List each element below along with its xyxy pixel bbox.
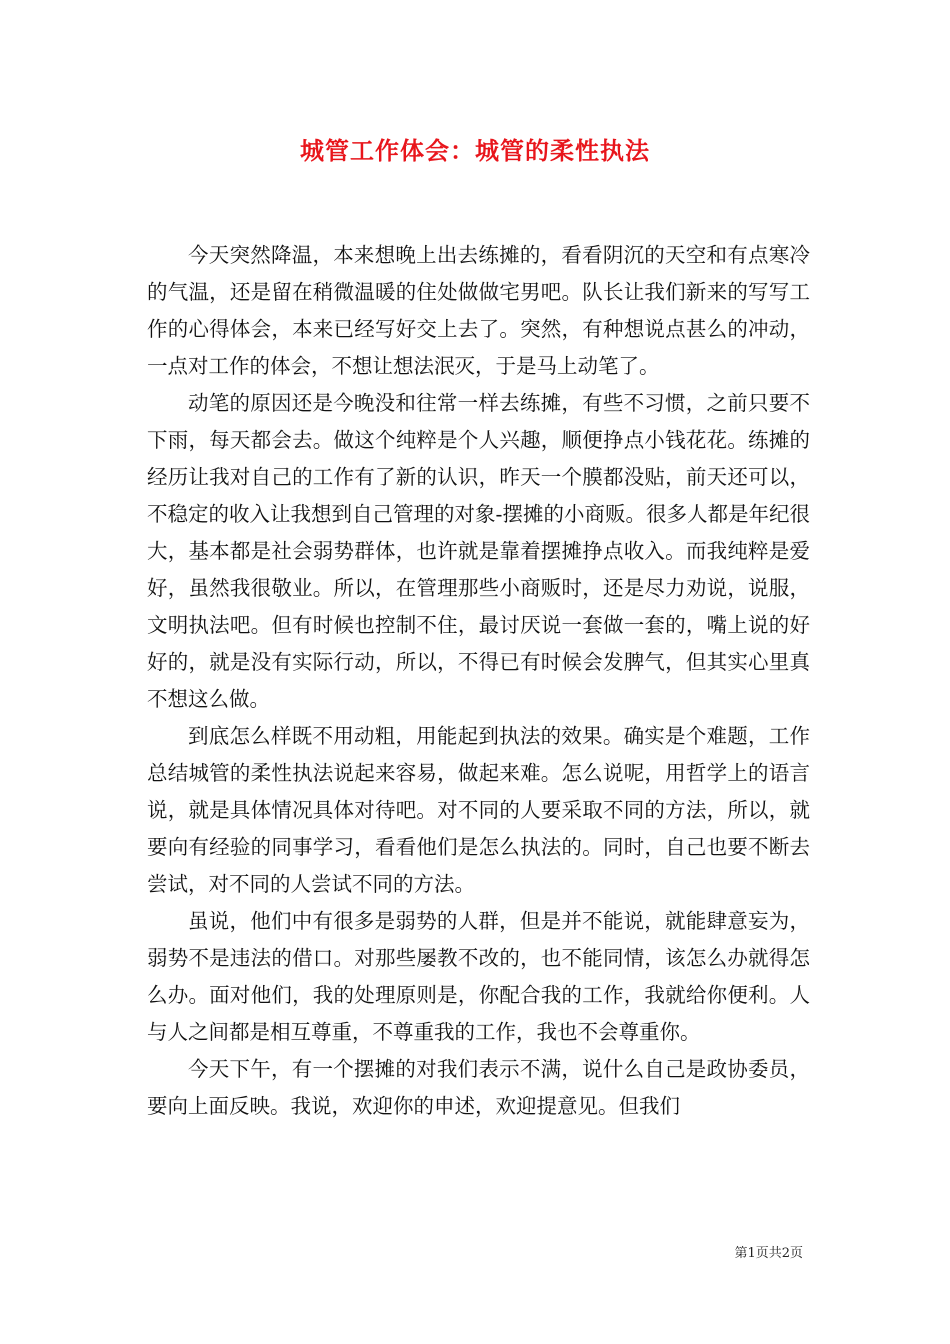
paragraph-1: 今天突然降温，本来想晚上出去练摊的，看看阴沉的天空和有点寒冷的气温，还是留在稍微温暖的住处做做宅男吧。队长让我们新来的写写工作的心得体会，本来已经写好交上去了。突然，有种想说点甚么的冲动，一点对工作的体会，不想让想法泯灭，于是马上动笔了。	[147, 243, 810, 378]
document-body	[147, 237, 810, 1125]
paragraph-5: 今天下午，有一个摆摊的对我们表示不满，说什么自己是政协委员，要向上面反映。我说，欢迎你的申述，欢迎提意见。但我们	[147, 1057, 810, 1118]
paragraph-2: 动笔的原因还是今晚没和往常一样去练摊，有些不习惯，之前只要不下雨，每天都会去。做这个纯粹是个人兴趣，顺便挣点小钱花花。练摊的经历让我对自己的工作有了新的认识，昨天一个膜都没贴，前天还可以，不稳定的收入让我想到自己管理的对象-摆摊的小商贩。很多人都是年纪很大，基本都是社会弱势群体，也许就是靠着摆摊挣点收入。而我纯粹是爱好，虽然我很敬业。所以，在管理那些小商贩时，还是尽力劝说，说服，文明执法吧。但有时候也控制不住，最讨厌说一套做一套的，嘴上说的好好的，就是没有实际行动，所以，不得已有时候会发脾气，但其实心里真不想这么做。	[147, 391, 810, 711]
paragraph-4: 虽说，他们中有很多是弱势的人群，但是并不能说，就能肆意妄为，弱势不是违法的借口。对那些屡教不改的，也不能同情，该怎么办就得怎么办。面对他们，我的处理原则是，你配合我的工作，我就给你便利。人与人之间都是相互尊重，不尊重我的工作，我也不会尊重你。	[147, 909, 810, 1044]
document-title: 城管工作体会：城管的柔性执法	[300, 136, 650, 165]
paragraph-3: 到底怎么样既不用动粗，用能起到执法的效果。确实是个难题，工作总结城管的柔性执法说起来容易，做起来难。怎么说呢，用哲学上的语言说，就是具体情况具体对待吧。对不同的人要采取不同的方法，所以，就要向有经验的同事学习，看看他们是怎么执法的。同时，自己也要不断去尝试，对不同的人尝试不同的方法。	[147, 724, 810, 896]
page-number-footer: 第1页共2页	[734, 1246, 803, 1261]
